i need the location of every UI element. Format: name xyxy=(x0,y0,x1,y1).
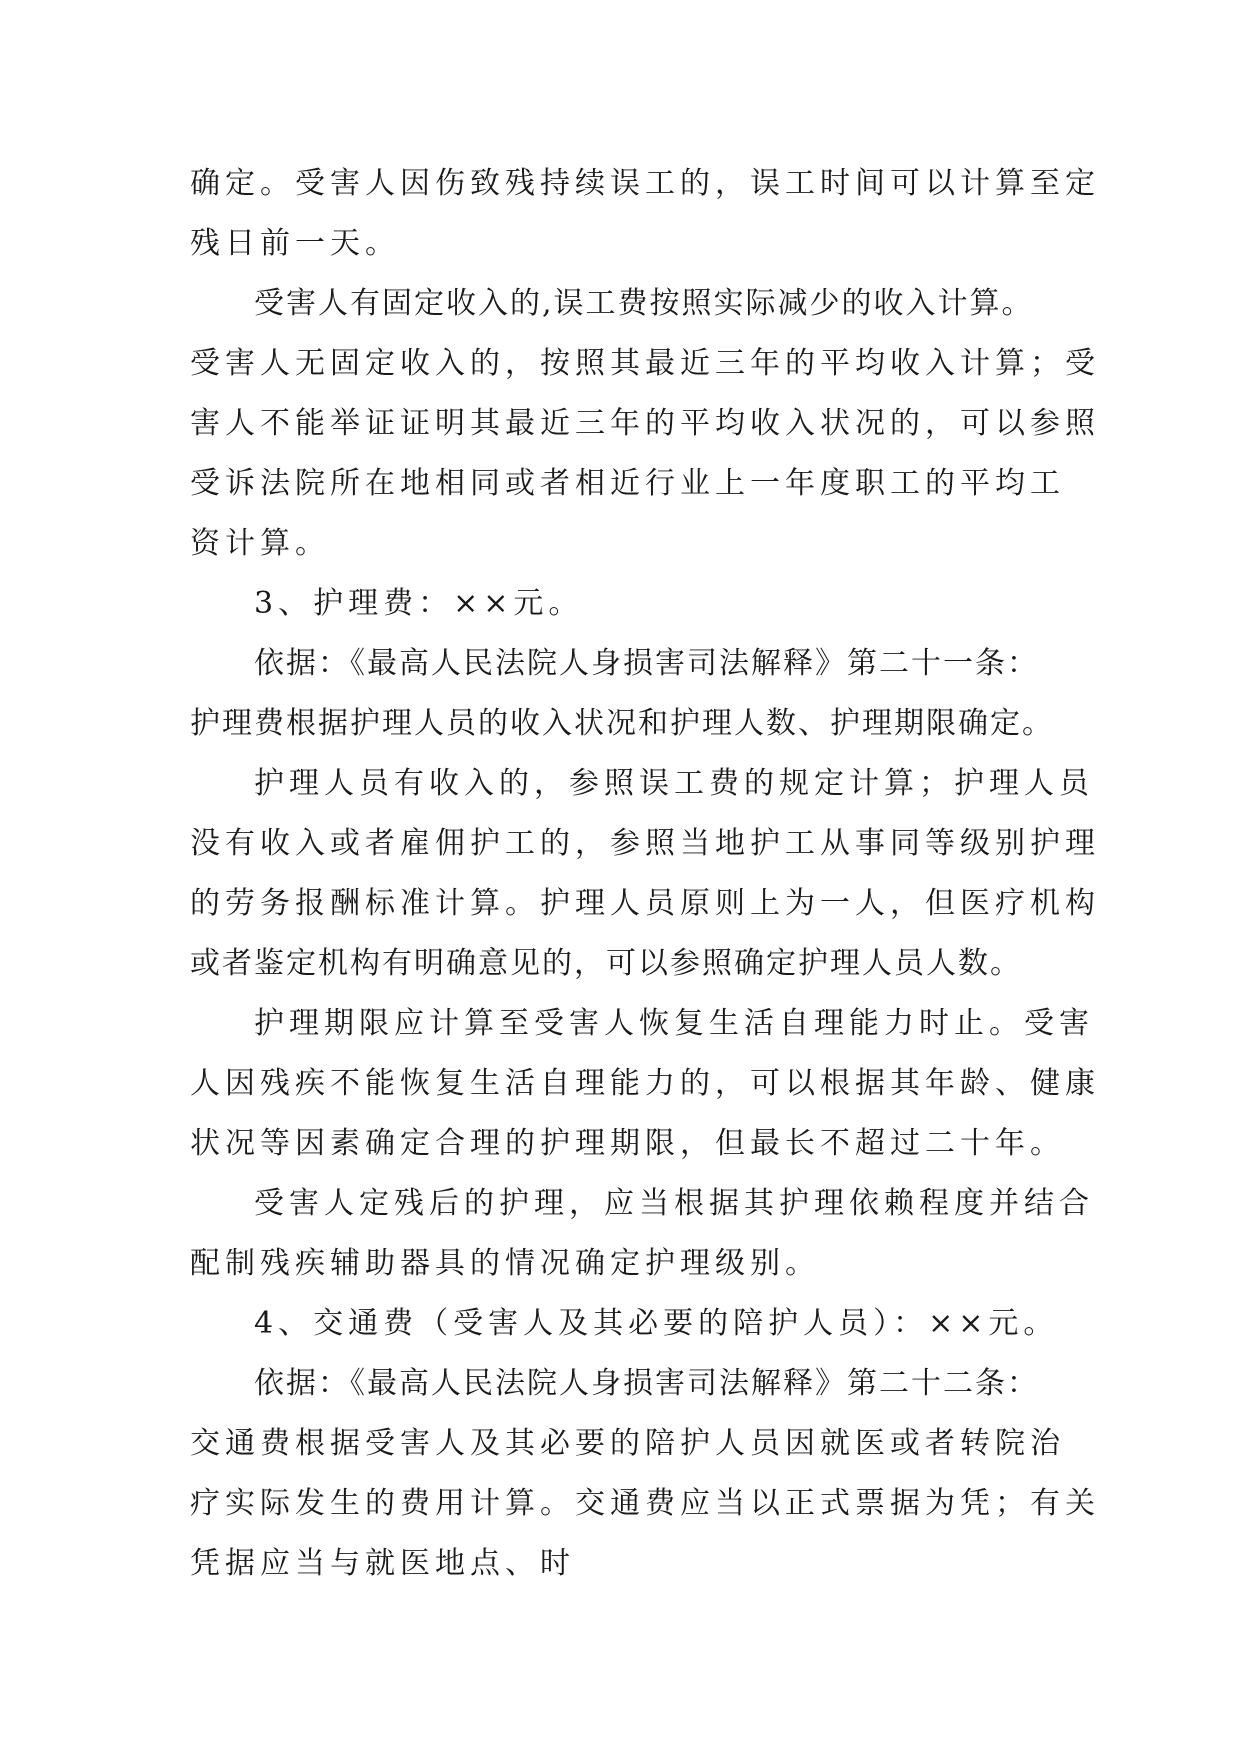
paragraph-start-line: 受害人定残后的护理，应当根据其护理依赖程度并结合 xyxy=(254,1186,1094,1221)
text-line: 害人不能举证证明其最近三年的平均收入状况的，可以参照 xyxy=(190,406,1100,441)
text-line: 配制残疾辅助器具的情况确定护理级别。 xyxy=(190,1246,820,1281)
paragraph-start-line: 依据：《最高人民法院人身损害司法解释》第二十二条： xyxy=(254,1366,1039,1401)
text-line: 人因残疾不能恢复生活自理能力的，可以根据其年龄、健康 xyxy=(190,1066,1100,1101)
paragraph-start-line: 护理人员有收入的，参照误工费的规定计算；护理人员 xyxy=(254,766,1094,801)
text-line: 交通费根据受害人及其必要的陪护人员因就医或者转院治 xyxy=(190,1426,1065,1461)
text-line: 受诉法院所在地相同或者相近行业上一年度职工的平均工 xyxy=(190,466,1065,501)
paragraph-start-line: 受害人有固定收入的,误工费按照实际减少的收入计算。 xyxy=(254,286,1034,321)
section-heading-transport-fee: 4、交通费（受害人及其必要的陪护人员）：××元。 xyxy=(254,1306,1059,1341)
text-line: 资计算。 xyxy=(190,526,330,561)
document-body xyxy=(190,154,1100,1594)
text-line: 受害人无固定收入的，按照其最近三年的平均收入计算；受 xyxy=(190,346,1100,381)
paragraph-start-line: 依据：《最高人民法院人身损害司法解释》第二十一条： xyxy=(254,646,1039,681)
text-line: 疗实际发生的费用计算。交通费应当以正式票据为凭；有关 xyxy=(190,1486,1100,1521)
text-line: 确定。受害人因伤致残持续误工的，误工时间可以计算至定 xyxy=(190,166,1100,201)
section-heading-nursing-fee: 3、护理费：××元。 xyxy=(254,586,584,621)
text-line: 残日前一天。 xyxy=(190,226,400,261)
text-line: 护理费根据护理人员的收入状况和护理人数、护理期限确定。 xyxy=(190,706,1054,741)
text-line: 没有收入或者雇佣护工的，参照当地护工从事同等级别护理 xyxy=(190,826,1100,861)
text-line: 或者鉴定机构有明确意见的，可以参照确定护理人员人数。 xyxy=(190,946,1022,981)
text-line: 的劳务报酬标准计算。护理人员原则上为一人，但医疗机构 xyxy=(190,886,1100,921)
paragraph-start-line: 护理期限应计算至受害人恢复生活自理能力时止。受害 xyxy=(254,1006,1094,1041)
text-line: 状况等因素确定合理的护理期限，但最长不超过二十年。 xyxy=(190,1126,1065,1161)
text-line: 凭据应当与就医地点、时 xyxy=(190,1546,575,1581)
